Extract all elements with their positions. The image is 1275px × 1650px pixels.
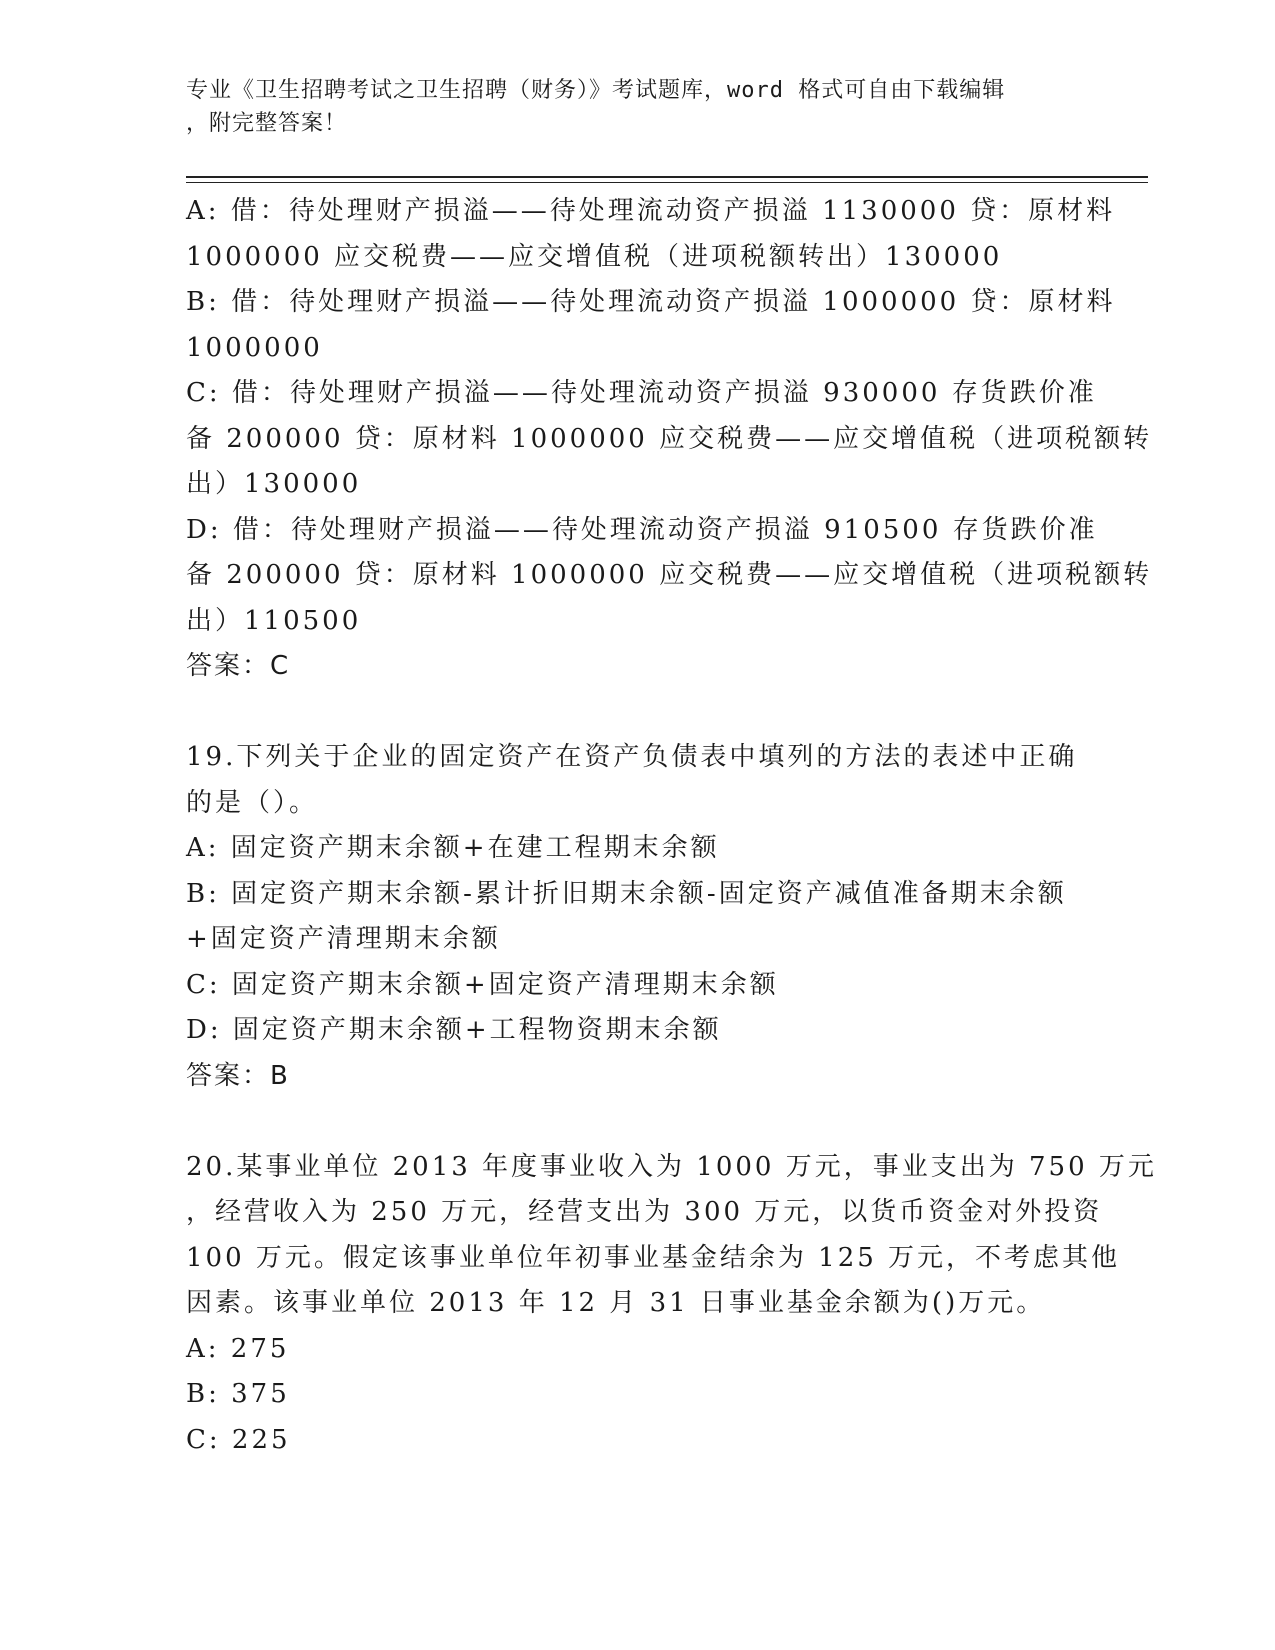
q20-stem-line-1: 20.某事业单位 2013 年度事业收入为 1000 万元，事业支出为 750 万元 — [186, 1151, 1157, 1182]
q20-stem-line-4: 因素。该事业单位 2013 年 12 月 31 日事业基金余额为()万元。 — [186, 1288, 1046, 1318]
document-body — [186, 189, 1157, 1463]
question-18 — [186, 189, 1153, 690]
q19-option-b-line-2: +固定资产清理期末余额 — [186, 924, 501, 954]
q19-option-d: D: 固定资产期末余额+工程物资期末余额 — [186, 1015, 722, 1045]
q19-stem-line-2: 的是（）。 — [186, 787, 319, 818]
question-gap — [186, 1099, 1086, 1145]
q19-answer: 答案：B — [186, 1060, 290, 1091]
q19-option-c: C: 固定资产期末余额+固定资产清理期末余额 — [186, 969, 779, 1000]
question-19 — [186, 735, 1086, 1099]
q20-option-b: B: 375 — [186, 1379, 290, 1409]
q18-option-d-line-1: D: 借：待处理财产损溢——待处理流动资产损溢 910500 存货跌价准 — [186, 514, 1098, 545]
q18-option-c-line-1: C: 借：待处理财产损溢——待处理流动资产损溢 930000 存货跌价准 — [186, 378, 1097, 408]
q18-option-b-line-1: B: 借：待处理财产损溢——待处理流动资产损溢 1000000 贷：原材料 — [186, 287, 1116, 317]
q18-option-a-line-1: A: 借：待处理财产损溢——待处理流动资产损溢 1130000 贷：原材料 — [186, 196, 1116, 226]
q19-option-b-line-1: B: 固定资产期末余额-累计折旧期末余额-固定资产减值准备期末余额 — [186, 878, 1067, 909]
q18-option-a-line-2: 1000000 应交税费——应交增值税（进项税额转出）130000 — [186, 241, 1003, 272]
q18-option-c-line-3: 出）130000 — [186, 469, 362, 499]
question-20 — [186, 1145, 1157, 1464]
q18-option-d-line-3: 出）110500 — [186, 605, 362, 636]
q20-stem-line-3: 100 万元。假定该事业单位年初事业基金结余为 125 万元，不考虑其他 — [186, 1242, 1121, 1273]
header-divider-thick — [186, 176, 1148, 178]
q19-stem-line-1: 19.下列关于企业的固定资产在资产负债表中填列的方法的表述中正确 — [186, 742, 1078, 772]
page-header — [186, 74, 1066, 140]
q20-option-c: C: 225 — [186, 1424, 291, 1455]
header-line-2: ，附完整答案！ — [186, 111, 348, 136]
q19-option-a: A: 固定资产期末余额+在建工程期末余额 — [186, 833, 720, 863]
q18-option-d-line-2: 备 200000 贷：原材料 1000000 应交税费——应交增值税（进项税额转 — [186, 560, 1153, 590]
q20-option-a: A: 275 — [186, 1333, 290, 1364]
q18-answer: 答案：C — [186, 651, 291, 681]
q18-option-b-line-2: 1000000 — [186, 332, 323, 363]
header-divider-thin — [186, 182, 1148, 183]
question-gap — [186, 690, 1086, 736]
q18-option-c-line-2: 备 200000 贷：原材料 1000000 应交税费——应交增值税（进项税额转 — [186, 423, 1153, 454]
q20-stem-line-2: ，经营收入为 250 万元，经营支出为 300 万元，以货币资金对外投资 — [186, 1197, 1103, 1227]
header-line-1: 专业《卫生招聘考试之卫生招聘（财务）》考试题库，word 格式可自由下载编辑 — [186, 78, 1006, 103]
